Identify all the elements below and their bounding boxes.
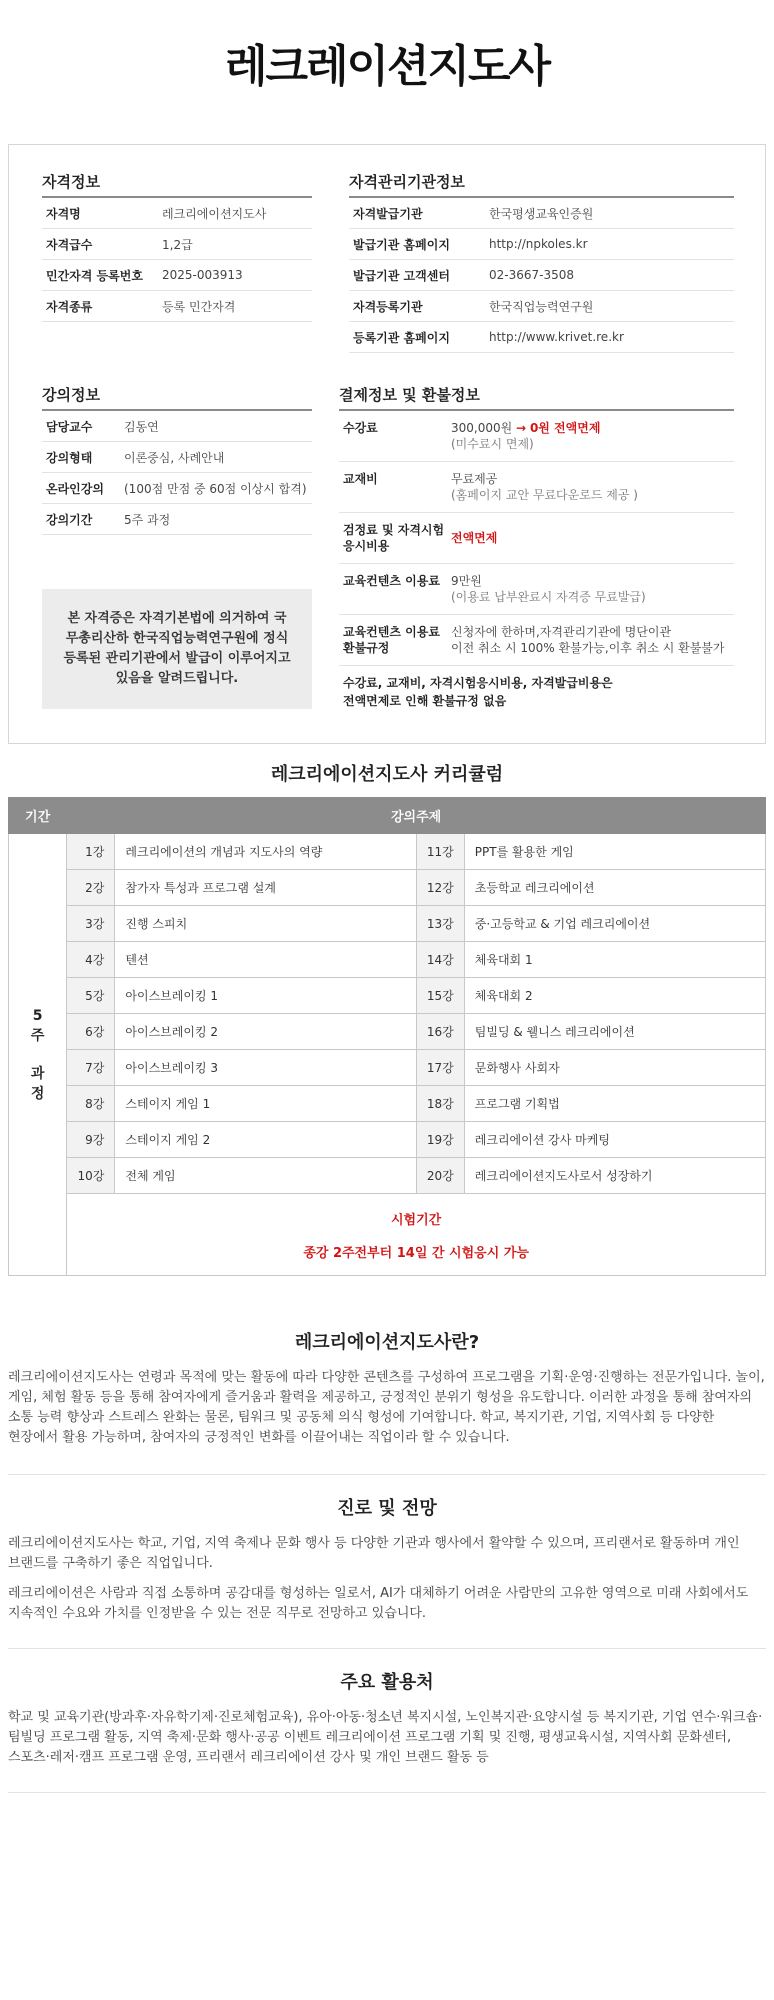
info-row	[349, 260, 734, 291]
lesson-number: 17강	[416, 1050, 464, 1086]
lesson-number: 7강	[67, 1050, 115, 1086]
info-row	[42, 442, 312, 473]
info-row	[42, 198, 312, 229]
lesson-topic: 레크리에이션지도사로서 성장하기	[464, 1158, 765, 1194]
lesson-number: 19강	[416, 1122, 464, 1158]
lesson-topic: 전체 게임	[115, 1158, 416, 1194]
tuition-note: (미수료시 면제)	[451, 437, 534, 451]
lesson-number: 12강	[416, 870, 464, 906]
about-paragraph: 레크리에이션지도사는 연령과 목적에 맞는 활동에 따라 다양한 콘텐츠를 구성하여 프로그램을 기획·운영·진행하는 전문가입니다. 놀이, 게임, 체험 활동 등을 통해 참여자에게 즐거움과 활력을 제공하고, 긍정적인 분위기 형성을 유도합니다. 이러한 과정을 통해 참여자의 소통 능력 향상과 스트레스 완화는 물론, 팀워크 및 공동체 의식 형성에 기여합니다. 학교, 복지기관, 기업, 지역사회 등 다양한 현장에서 활용 가능하며, 참여자의 긍정적인 변화를 이끌어내는 직업이라 할 수 있습니다.	[8, 1370, 765, 1445]
tuition-free-label: 0원 전액면제	[529, 421, 601, 435]
row-value: 2025-003913	[162, 268, 243, 282]
curriculum-row	[9, 1014, 766, 1050]
usage-paragraph: 학교 및 교육기관(방과후·자유학기제·진로체험교육), 유아·아동·청소년 복지시설, 노인복지관·요양시설 등 복지기관, 기업 연수·워크숍·팀빌딩 프로그램 활동, 지역 축제·문화 행사·공공 이벤트 레크리에이션 프로그램 기획 및 진행, 평생교육시설, 지역사회 문화센터, 스포츠·레저·캠프 프로그램 운영, 프리랜서 레크리에이션 강사 및 개인 브랜드 활동 등	[8, 1710, 763, 1765]
exam-period-title: 시험기간	[390, 1212, 442, 1228]
row-key: 등록기관 홈페이지	[353, 330, 450, 345]
curriculum-row	[9, 906, 766, 942]
lesson-topic: 체육대회 1	[464, 942, 765, 978]
row-key: 환불규정	[343, 641, 390, 655]
curriculum-row	[9, 942, 766, 978]
lesson-topic: 프로그램 기획법	[464, 1086, 765, 1122]
footnote-line: 수강료, 교재비, 자격시험응시비용, 자격발급비용은	[343, 676, 613, 690]
lesson-topic: 아이스브레이킹 1	[115, 978, 416, 1014]
row-key: 자격종류	[46, 299, 93, 314]
lesson-topic: 중·고등학교 & 기업 레크리에이션	[464, 906, 765, 942]
row-key: 발급기관 홈페이지	[353, 237, 450, 252]
row-key: 자격발급기관	[353, 206, 423, 221]
lecture-section	[42, 384, 312, 535]
info-row	[349, 198, 734, 229]
period-cell	[9, 834, 67, 1276]
lesson-number: 9강	[67, 1122, 115, 1158]
lesson-topic: 스테이지 게임 1	[115, 1086, 416, 1122]
lesson-topic: 초등학교 레크리에이션	[464, 870, 765, 906]
row-key: 교재비	[343, 472, 378, 486]
about-title: 레크리에이션지도사란?	[294, 1332, 480, 1353]
payment-section	[339, 384, 734, 718]
lesson-number: 6강	[67, 1014, 115, 1050]
arrow-icon: →	[516, 421, 527, 435]
lesson-number: 15강	[416, 978, 464, 1014]
row-key: 자격급수	[46, 237, 93, 252]
refund-footnote	[339, 666, 734, 718]
curriculum-row	[9, 1122, 766, 1158]
info-row	[42, 473, 312, 504]
info-box	[8, 144, 766, 744]
period-text: 주	[30, 1027, 45, 1044]
lesson-number: 11강	[416, 834, 464, 870]
row-value: 레크리에이션지도사	[162, 206, 267, 221]
row-value: 이론중심, 사례안내	[124, 450, 225, 465]
lesson-number: 4강	[67, 942, 115, 978]
divider	[8, 1792, 766, 1793]
refund-text: 이전 취소 시 100% 환불가능,이후 취소 시 환불불가	[451, 641, 725, 655]
lesson-number: 20강	[416, 1158, 464, 1194]
refund-row	[339, 615, 734, 666]
row-key: 강의기간	[46, 512, 93, 527]
career-title: 진로 및 전망	[337, 1498, 437, 1519]
usage-section	[8, 1668, 766, 1778]
lecture-heading: 강의정보	[42, 384, 312, 411]
refund-text: 신청자에 한하며,자격관리기관에 명단이관	[451, 625, 672, 639]
row-key: 검정료 및 자격시험	[343, 523, 445, 537]
lesson-topic: 진행 스피치	[115, 906, 416, 942]
info-row	[349, 229, 734, 260]
row-key: 발급기관 고객센터	[353, 268, 450, 283]
curriculum-row	[9, 870, 766, 906]
qualification-section	[42, 171, 312, 322]
lesson-topic: 레크리에이션 강사 마케팅	[464, 1122, 765, 1158]
row-key: 담당교수	[46, 419, 93, 434]
payment-heading: 결제정보 및 환불정보	[339, 384, 734, 411]
period-text: 과	[30, 1065, 45, 1082]
curriculum-row	[9, 834, 766, 870]
tuition-price: 300,000원	[451, 421, 513, 435]
row-value: 한국평생교육인증원	[489, 206, 594, 221]
divider	[8, 1648, 766, 1649]
row-value: 한국직업능력연구원	[489, 299, 594, 314]
divider	[8, 1474, 766, 1475]
info-row	[349, 291, 734, 322]
row-key: 자격등록기관	[353, 299, 423, 314]
topic-header: 강의주제	[67, 798, 766, 834]
row-key: 교육컨텐츠 이용료	[343, 574, 440, 588]
content-fee-note: (이용료 납부완료시 자격증 무료발급)	[451, 590, 646, 604]
period-text: 5	[32, 1007, 43, 1024]
exam-period-text: 종강 2주전부터 14일 간 시험응시 가능	[303, 1245, 529, 1261]
curriculum-row	[9, 1158, 766, 1194]
row-value: 02-3667-3508	[489, 268, 575, 282]
career-paragraph: 레크리에이션지도사는 학교, 기업, 지역 축제나 문화 행사 등 다양한 기관과 행사에서 활약할 수 있으며, 프리랜서로 활동하며 개인 브랜드를 구축하기 좋은 직업입니다.	[8, 1536, 740, 1571]
row-key: 응시비용	[343, 539, 390, 553]
content-fee-value: 9만원	[451, 574, 482, 588]
curriculum-table	[8, 797, 766, 1276]
lesson-topic: 참가자 특성과 프로그램 설계	[115, 870, 416, 906]
row-value: 등록 민간자격	[162, 299, 236, 314]
info-row	[42, 229, 312, 260]
content-fee-row	[339, 564, 734, 615]
lesson-topic: 팀빌딩 & 웰니스 레크리에이션	[464, 1014, 765, 1050]
usage-title: 주요 활용처	[340, 1672, 434, 1693]
row-key: 민간자격 등록번호	[46, 268, 143, 283]
qualification-heading: 자격정보	[42, 171, 312, 198]
lesson-number: 5강	[67, 978, 115, 1014]
lesson-number: 18강	[416, 1086, 464, 1122]
exam-fee-row	[339, 513, 734, 564]
materials-note: (홈페이지 교안 무료다운로드 제공 )	[451, 488, 638, 502]
lesson-topic: 레크리에이션의 개념과 지도사의 역량	[115, 834, 416, 870]
info-row	[42, 411, 312, 442]
row-key: 온라인강의	[46, 481, 104, 496]
lesson-topic: 텐션	[115, 942, 416, 978]
tuition-row	[339, 411, 734, 462]
info-row	[42, 291, 312, 322]
lesson-number: 2강	[67, 870, 115, 906]
lesson-number: 1강	[67, 834, 115, 870]
footnote-line: 전액면제로 인해 환불규정 없음	[343, 694, 507, 708]
issuer-homepage-link[interactable]: http://npkoles.kr	[489, 237, 588, 251]
curriculum-row	[9, 1050, 766, 1086]
exam-period-row	[9, 1194, 766, 1276]
lesson-number: 10강	[67, 1158, 115, 1194]
lesson-topic: 스테이지 게임 2	[115, 1122, 416, 1158]
materials-value: 무료제공	[451, 472, 498, 486]
materials-row	[339, 462, 734, 513]
lesson-number: 16강	[416, 1014, 464, 1050]
lesson-number: 3강	[67, 906, 115, 942]
agency-section	[349, 171, 734, 353]
lesson-topic: PPT를 활용한 게임	[464, 834, 765, 870]
info-row	[349, 322, 734, 353]
period-header: 기간	[9, 798, 67, 834]
row-value: 김동연	[124, 419, 159, 434]
exam-fee-value: 전액면제	[451, 531, 498, 545]
lesson-topic: 문화행사 사회자	[464, 1050, 765, 1086]
row-key: 수강료	[343, 421, 378, 435]
period-text: 정	[30, 1085, 45, 1102]
row-key: 자격명	[46, 206, 81, 221]
career-section	[8, 1494, 766, 1634]
curriculum-row	[9, 1086, 766, 1122]
row-key: 강의형태	[46, 450, 93, 465]
row-key: 교육컨텐츠 이용료	[343, 625, 440, 639]
info-row	[42, 260, 312, 291]
lesson-topic: 아이스브레이킹 3	[115, 1050, 416, 1086]
page-title: 레크레이션지도사	[224, 41, 550, 92]
lesson-topic: 아이스브레이킹 2	[115, 1014, 416, 1050]
row-value: (100점 만점 중 60점 이상시 합격)	[124, 481, 307, 496]
lesson-number: 13강	[416, 906, 464, 942]
lesson-number: 8강	[67, 1086, 115, 1122]
row-value: 5주 과정	[124, 512, 171, 527]
lesson-topic: 체육대회 2	[464, 978, 765, 1014]
info-row	[42, 504, 312, 535]
lesson-number: 14강	[416, 942, 464, 978]
row-value: 1,2급	[162, 237, 193, 252]
career-paragraph: 레크리에이션은 사람과 직접 소통하며 공감대를 형성하는 일로서, AI가 대체하기 어려운 사람만의 고유한 영역으로 미래 사회에서도 지속적인 수요와 가치를 인정받을 수 있는 전문 직무로 전망하고 있습니다.	[8, 1586, 749, 1621]
about-section	[8, 1328, 766, 1458]
notice-box: 본 자격증은 자격기본법에 의거하여 국무총리산하 한국직업능력연구원에 정식 등록된 관리기관에서 발급이 이루어지고 있음을 알려드립니다.	[42, 589, 312, 709]
registrar-homepage-link[interactable]: http://www.krivet.re.kr	[489, 330, 624, 344]
curriculum-title: 레크리에이션지도사 커리큘럼	[270, 764, 504, 785]
curriculum-row	[9, 978, 766, 1014]
agency-heading: 자격관리기관정보	[349, 171, 734, 198]
exam-period-cell	[67, 1194, 766, 1276]
